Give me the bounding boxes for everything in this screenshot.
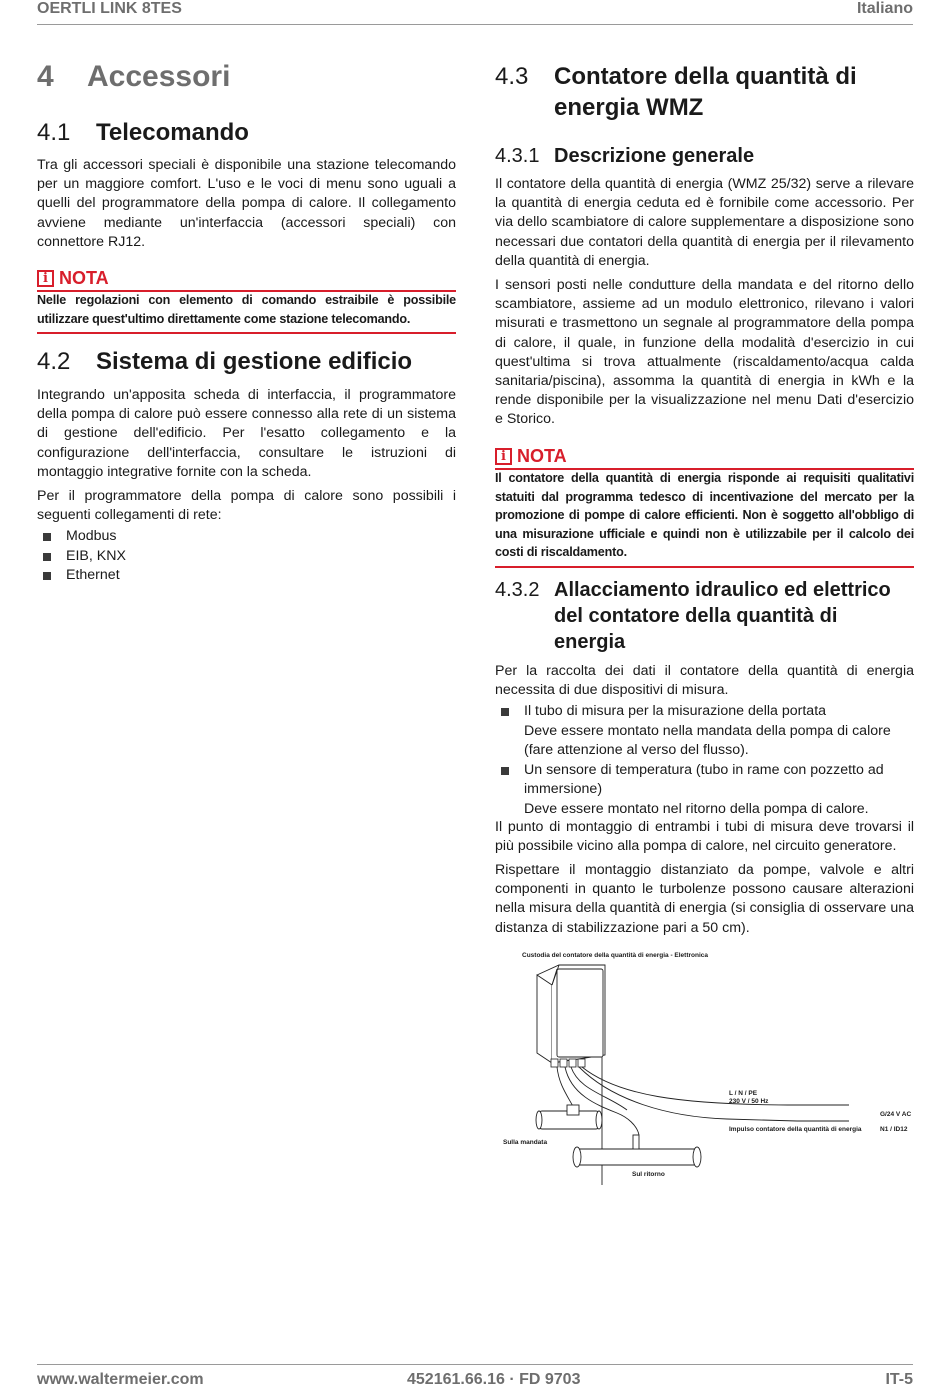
section-4-1-heading: 4.1 Telecomando	[37, 119, 249, 146]
note-2-header	[495, 446, 914, 470]
wmz-installation-diagram	[497, 945, 917, 1185]
allacciamento-paragraph-3: Rispettare il montaggio distanziato da pompe, valvole e altri componenti in quanto le turbolenze possono causare alterazioni nella misura della quantità di energia (si consiglia di osservare una distanza di stabilizzazione pari a 50 cm).	[495, 862, 914, 936]
wmz-paragraph-1: Il contatore della quantità di energia (WMZ 25/32) serve a rilevare la quantità di energia ceduta ed è fornibile come accessorio. Per via dello scambiatore di calore supplementare a disposizione sono necessari due contatori della quantità di energia per il rilevamento della quantità di energia.	[495, 176, 914, 269]
footer-page-number: IT-5	[885, 1371, 913, 1388]
section-4-2-heading: 4.2 Sistema di gestione edificio	[37, 348, 413, 375]
power-label: L / N / PE	[729, 1090, 758, 1097]
gestione-paragraph-2: Per il programmatore della pompa di calore sono possibili i seguenti collegamenti di rete:	[37, 488, 456, 524]
header-language: Italiano	[856, 0, 913, 17]
section-4-3-2-heading: 4.3.2 Allacciamento idraulico ed elettrico del contatore della quantità di energia	[495, 579, 891, 653]
figure-caption: Custodia del contatore della quantità di energia - Elettronica	[522, 952, 709, 959]
telecomando-paragraph: Tra gli accessori speciali è disponibile una stazione telecomando per un maggiore comfort. L'uso e le voci di menu sono uguali a quelli del programmatore della pompa di calore. Il collegamento avviene mediante un'interfaccia (accessori speciali) con connettore RJ12.	[37, 157, 456, 250]
note-1-header	[37, 268, 456, 292]
header-product: OERTLI LINK 8TES	[37, 0, 182, 17]
voltage-label: 230 V / 50 Hz	[729, 1098, 769, 1105]
list-item: EIB, KNX	[37, 547, 456, 567]
list-item: Un sensore di temperatura (tubo in rame con pozzetto ad immersione) Deve essere montato nel ritorno della pompa di calore.	[495, 761, 914, 820]
info-icon: i	[37, 270, 54, 287]
allacciamento-paragraph-2: Il punto di montaggio di entrambi i tubi di misura deve trovarsi il più possibile vicino alla pompa di calore, nel circuito generatore.	[495, 819, 914, 855]
impulse-label: Impulso contatore della quantità di energia	[729, 1126, 862, 1133]
note-1-text: Nelle regolazioni con elemento di comando estraibile è possibile utilizzare quest'ultimo direttamente come stazione telecomando.	[37, 291, 456, 334]
note-2-text: Il contatore della quantità di energia risponde ai requisiti qualitativi statuiti dal programma tedesco di incentivazione del mercato per la promozione di pompe di calore efficienti. Non è soggetto all'obbligo di una misurazione ufficiale e quindi non è utilizzabile per il calcolo dei costi di riscaldamento.	[495, 469, 914, 568]
g24-label: G/24 V AC	[880, 1111, 912, 1118]
n1-label: N1 / ID12	[880, 1126, 908, 1133]
network-list	[37, 527, 456, 586]
footer-doc-number: 452161.66.16 · FD 9703	[407, 1371, 581, 1388]
wmz-paragraph-2: I sensori posti nelle condutture della mandata e del ritorno dello scambiatore, assieme ad un modulo elettronico, rilevano i valori misurati e trasmettono un segnale al programmatore della pompa di calore, il quale, in funzione della modalità d'esercizio in cui quest'ultima si trova attualmente (riscaldamento/acqua calda sanitaria/piscina), assomma la quantità di energia in kWh e la rende disponibile per la visualizzazione nel menu Dati d'esercizio e Storico.	[495, 277, 914, 428]
footer-website: www.waltermeier.com	[37, 1371, 204, 1388]
return-label: Sul ritorno	[632, 1171, 665, 1178]
section-4-3-heading: 4.3 Contatore della quantità di energia WMZ	[495, 63, 857, 121]
list-item: Ethernet	[37, 566, 456, 586]
supply-label: Sulla mandata	[503, 1139, 548, 1146]
info-icon: i	[495, 448, 512, 465]
chapter-4-heading: 4 Accessori	[37, 60, 231, 93]
allacciamento-paragraph-1: Per la raccolta dei dati il contatore della quantità di energia necessita di due dispositivi di misura.	[495, 663, 914, 699]
section-4-3-1-heading: 4.3.1 Descrizione generale	[495, 145, 755, 167]
page-header	[37, 0, 913, 25]
gestione-paragraph-1: Integrando un'apposita scheda di interfaccia, il programmatore della pompa di calore può essere connesso alla rete di un sistema di gestione dell'edificio. Per l'esatto collegamento e la configurazione dell'interfaccia, consultare le istruzioni di montaggio integrative fornite con la scheda.	[37, 387, 456, 480]
devices-list	[495, 702, 914, 820]
note-label: NOTA	[59, 268, 109, 288]
page-footer	[37, 1364, 913, 1388]
list-item: Modbus	[37, 527, 456, 547]
note-label: NOTA	[517, 446, 567, 466]
list-item: Il tubo di misura per la misurazione della portata Deve essere montato nella mandata della pompa di calore (fare attenzione al verso del flusso).	[495, 702, 914, 761]
